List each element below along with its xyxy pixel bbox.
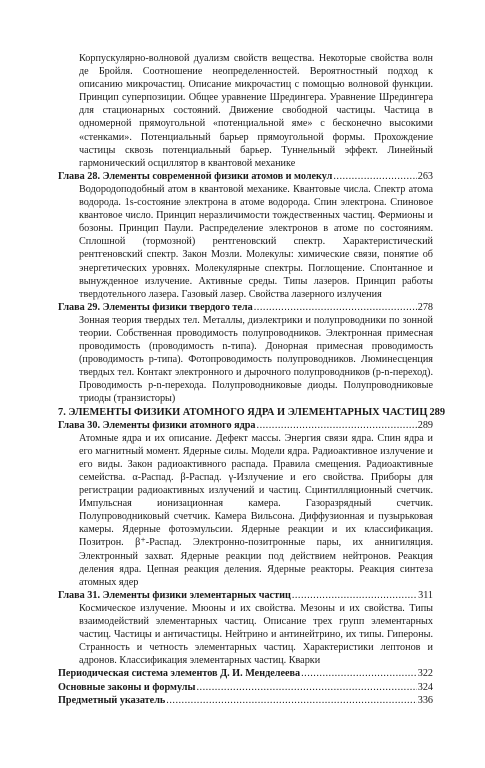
periodic-table-title: Периодическая система элементов Д. И. Менделеева	[58, 668, 301, 680]
toc-entry-section-7[interactable]	[58, 406, 446, 419]
chapter-30-page: 289	[417, 419, 433, 431]
chapter-31-title: Глава 31. Элементы физики элементарных частиц	[58, 589, 291, 601]
chapter-29-page: 278	[417, 301, 433, 313]
dot-leader	[254, 301, 417, 314]
periodic-table-page: 322	[417, 668, 433, 680]
subject-index-title: Предметный указатель	[58, 694, 166, 706]
chapter-30-title: Глава 30. Элементы физики атомного ядра	[58, 419, 256, 431]
chapter-27-description: Корпускулярно-волновой дуализм свойств вещества. Некоторые свойства волн де Бройля. Соотношение неопределенностей. Вероятностный подход к описанию микрочастиц. Описание микрочастиц с помощью волновой функции. Принцип суперпозиции. Общее уравнение Шредингера. Уравнение Шредингера для стационарных состояний. Движение свободной частицы. Частица в одномерной прямоугольной «потенциальной яме» с бесконечно высокими «стенками». Потенциальный барьер прямоугольной формы. Прохождение частицы сквозь потенциальный барьер. Туннельный эффект. Линейный гармонический осциллятор в квантовой механике	[79, 53, 433, 169]
toc-entry-chapter-30[interactable]	[58, 419, 433, 432]
section-7-title: 7. ЭЛЕМЕНТЫ ФИЗИКИ АТОМНОГО ЯДРА И ЭЛЕМЕНТАРНЫХ ЧАСТИЦ	[58, 406, 428, 418]
basic-laws-title: Основные законы и формулы	[58, 681, 196, 693]
chapter-29-description: Зонная теория твердых тел. Металлы, диэлектрики и полупроводники по зонной теории. Собственная проводимость полупроводников. Электронная примесная проводимость (проводимость n-типа). Донорная примесная проводимость (проводимость p-типа). Фотопроводимость полупроводников. Люминесценция твердых тел. Контакт электронного и дырочного полупроводников (p-n-переход). Проводимость p-n-перехода. Полупроводниковые диоды. Полупроводниковые триоды (транзисторы)	[79, 314, 433, 405]
dot-leader	[196, 681, 416, 694]
toc-entry-basic-laws[interactable]	[58, 681, 433, 694]
toc-entry-chapter-31[interactable]	[58, 589, 433, 602]
subject-index-page: 336	[417, 694, 433, 706]
toc-entry-periodic-table[interactable]	[58, 667, 433, 680]
toc-entry-subject-index[interactable]	[58, 694, 433, 707]
dot-leader	[292, 589, 417, 602]
dot-leader	[166, 694, 416, 707]
chapter-28-page: 263	[417, 170, 433, 182]
dot-leader	[257, 419, 417, 432]
chapter-31-page: 311	[418, 589, 433, 601]
toc-entry-chapter-28[interactable]	[58, 170, 433, 183]
toc-entry-chapter-29[interactable]	[58, 301, 433, 314]
section-7-page: 289	[429, 406, 446, 418]
dot-leader	[333, 170, 416, 183]
dot-leader	[301, 667, 417, 680]
chapter-28-description: Водородоподобный атом в квантовой механике. Квантовые числа. Спектр атома водорода. 1s-состояние электрона в атоме водорода. Спин электрона. Спиновое квантовое число. Принцип неразличимости тождественных частиц. Фермионы и бозоны. Принцип Паули. Распределение электронов в атоме по состояниям. Сплошной (тормозной) рентгеновский спектр. Характеристический рентгеновский спектр. Закон Мозли. Молекулы: химические связи, понятие об энергетических уровнях. Молекулярные спектры. Поглощение. Спонтанное и вынужденное излучение. Активные среды. Типы лазеров. Принцип работы твердотельного лазера. Газовый лазер. Свойства лазерного излучения	[79, 183, 433, 300]
chapter-31-description: Космическое излучение. Мюоны и их свойства. Мезоны и их свойства. Типы взаимодействий элементарных частиц. Описание трех групп элементарных частиц. Частицы и античастицы. Нейтрино и антинейтрино, их типы. Гипероны. Странность и четность элементарных частиц. Характеристики лептонов и адронов. Классификация элементарных частиц. Кварки	[79, 602, 433, 667]
chapter-28-title: Глава 28. Элементы современной физики атомов и молекул	[58, 170, 333, 182]
basic-laws-page: 324	[417, 681, 433, 693]
chapter-29-title: Глава 29. Элементы физики твердого тела	[58, 301, 253, 313]
chapter-30-description: Атомные ядра и их описание. Дефект массы. Энергия связи ядра. Спин ядра и его магнитный момент. Ядерные силы. Модели ядра. Радиоактивное излучение и его виды. Закон радиоактивного распада. Правила смещения. Радиоактивные семейства. α-Распад. β-Распад. γ-Излучение и его свойства. Приборы для регистрации радиоактивных излучений и частиц. Сцинтилляционный счетчик. Импульсная ионизационная камера. Газоразрядный счетчик. Полупроводниковый счетчик. Камера Вильсона. Диффузионная и пузырьковая камеры. Ядерные фотоэмульсии. Ядерные реакции и их классификация. Позитрон. β⁺-Распад. Электронно-позитронные пары, их аннигиляция. Электронный захват. Ядерные реакции под действием нейтронов. Реакция деления ядра. Цепная реакция деления. Ядерные реакторы. Реакция синтеза атомных ядер	[79, 432, 433, 588]
